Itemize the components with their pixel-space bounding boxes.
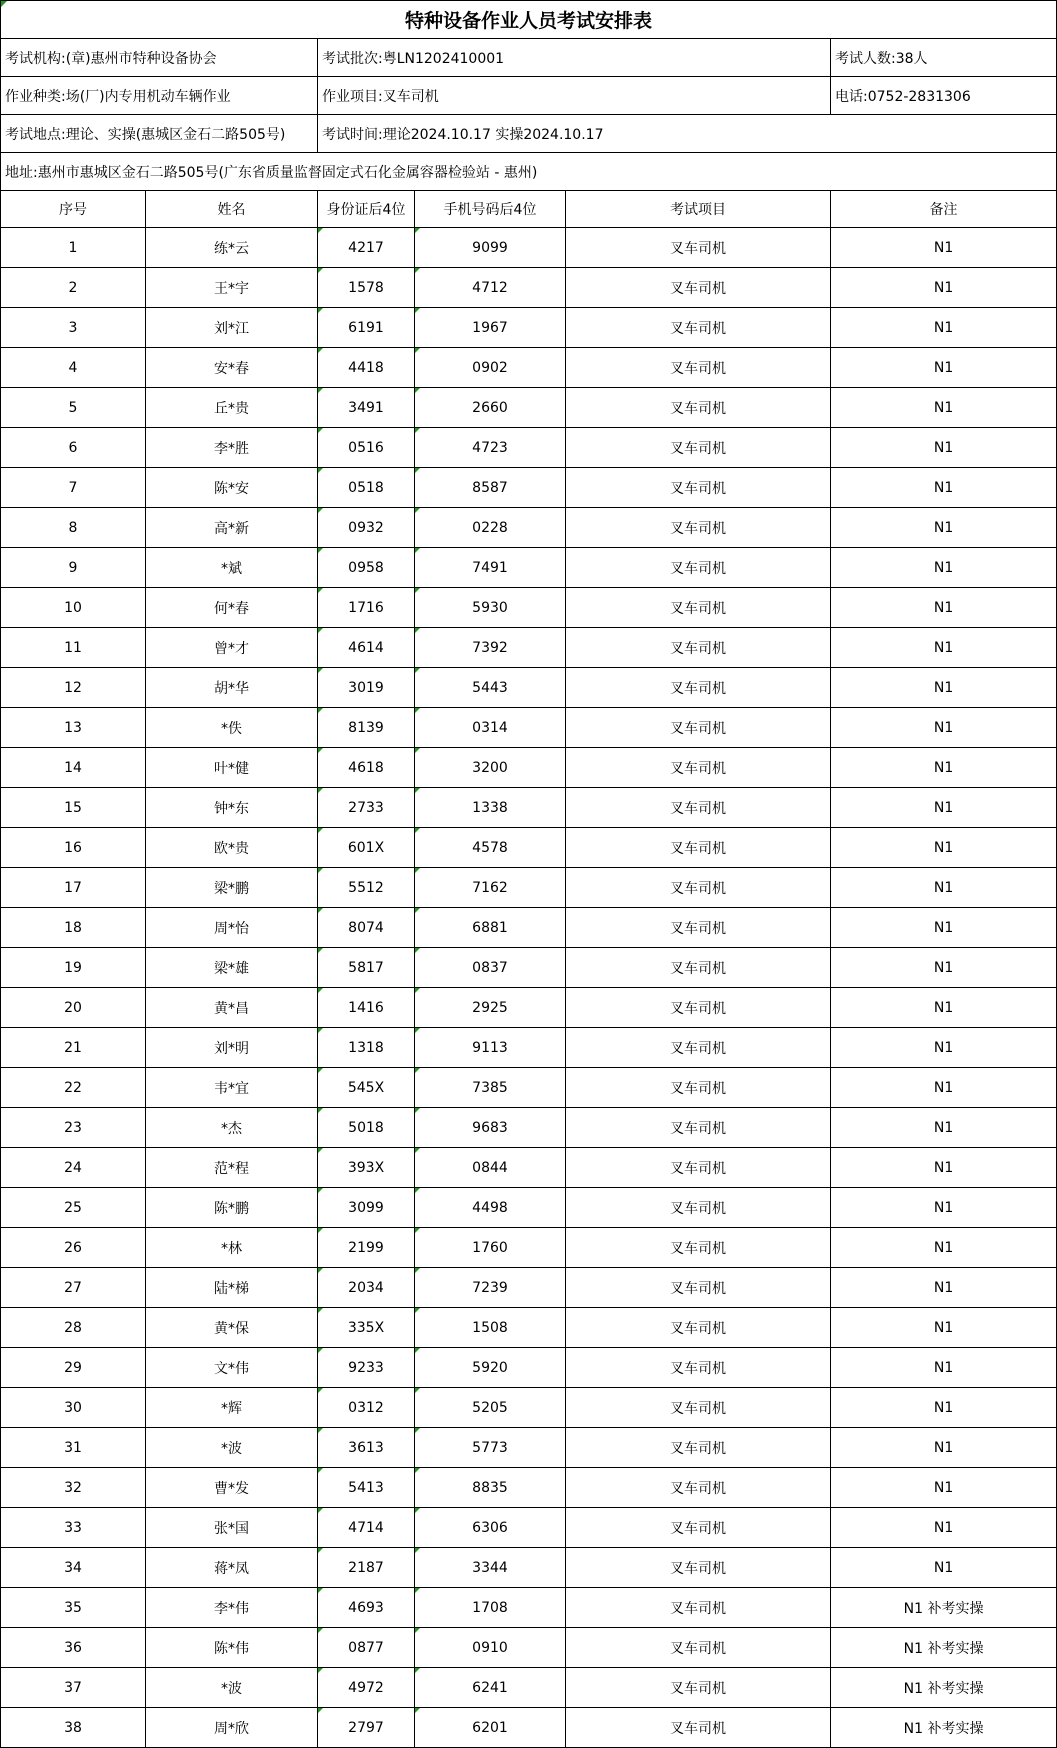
cell-seq[interactable]: 32	[1, 1468, 146, 1508]
cell-seq[interactable]: 1	[1, 228, 146, 268]
cell-id-last4[interactable]: 4972	[318, 1668, 415, 1708]
table-row	[1, 1548, 1057, 1588]
cell-exam-item[interactable]: 叉车司机	[566, 1708, 831, 1748]
cell-exam-item[interactable]: 叉车司机	[566, 1268, 831, 1308]
cell-exam-item[interactable]: 叉车司机	[566, 988, 831, 1028]
cell-phone-last4[interactable]: 8587	[415, 468, 566, 508]
cell-id-last4[interactable]: 3099	[318, 1188, 415, 1228]
table-row	[1, 1188, 1057, 1228]
exam-batch-cell[interactable]: 考试批次:粤LN1202410001	[318, 39, 831, 77]
cell-remark[interactable]: N1	[831, 428, 1057, 468]
table-row	[1, 1348, 1057, 1388]
cell-exam-item[interactable]: 叉车司机	[566, 1348, 831, 1388]
cell-exam-item[interactable]: 叉车司机	[566, 1108, 831, 1148]
table-header-row	[1, 191, 1057, 228]
cell-exam-item[interactable]: 叉车司机	[566, 1668, 831, 1708]
cell-phone-last4[interactable]: 4498	[415, 1188, 566, 1228]
cell-id-last4[interactable]: 335X	[318, 1308, 415, 1348]
cell-remark[interactable]: N1	[831, 1508, 1057, 1548]
table-row	[1, 1108, 1057, 1148]
cell-name[interactable]: 陆*梯	[146, 1268, 318, 1308]
cell-name[interactable]: 高*新	[146, 508, 318, 548]
cell-remark[interactable]: N1	[831, 268, 1057, 308]
cell-seq[interactable]: 14	[1, 748, 146, 788]
cell-name[interactable]: 胡*华	[146, 668, 318, 708]
cell-phone-last4[interactable]: 9099	[415, 228, 566, 268]
table-row	[1, 1508, 1057, 1548]
cell-remark[interactable]: N1	[831, 628, 1057, 668]
cell-exam-item[interactable]: 叉车司机	[566, 828, 831, 868]
header-name[interactable]: 姓名	[146, 191, 318, 228]
cell-name[interactable]: *杰	[146, 1108, 318, 1148]
cell-remark[interactable]: N1	[831, 348, 1057, 388]
cell-remark[interactable]: N1	[831, 788, 1057, 828]
cell-seq[interactable]: 36	[1, 1628, 146, 1668]
cell-seq[interactable]: 13	[1, 708, 146, 748]
work-project-cell[interactable]: 作业项目:叉车司机	[318, 77, 831, 115]
cell-id-last4[interactable]: 0932	[318, 508, 415, 548]
table-row	[1, 948, 1057, 988]
cell-name[interactable]: 何*春	[146, 588, 318, 628]
cell-phone-last4[interactable]: 8835	[415, 1468, 566, 1508]
cell-id-last4[interactable]: 6191	[318, 308, 415, 348]
table-row	[1, 1628, 1057, 1668]
cell-exam-item[interactable]: 叉车司机	[566, 1588, 831, 1628]
cell-name[interactable]: 练*云	[146, 228, 318, 268]
cell-id-last4[interactable]: 545X	[318, 1068, 415, 1108]
cell-seq[interactable]: 22	[1, 1068, 146, 1108]
cell-name[interactable]: 文*伟	[146, 1348, 318, 1388]
table-row	[1, 1708, 1057, 1748]
cell-id-last4[interactable]: 1578	[318, 268, 415, 308]
cell-name[interactable]: *波	[146, 1668, 318, 1708]
cell-id-last4[interactable]: 0312	[318, 1388, 415, 1428]
cell-name[interactable]: 张*国	[146, 1508, 318, 1548]
cell-name[interactable]: 蒋*凤	[146, 1548, 318, 1588]
cell-seq[interactable]: 33	[1, 1508, 146, 1548]
cell-id-last4[interactable]: 3613	[318, 1428, 415, 1468]
cell-seq[interactable]: 30	[1, 1388, 146, 1428]
cell-phone-last4[interactable]: 5773	[415, 1428, 566, 1468]
cell-exam-item[interactable]: 叉车司机	[566, 1188, 831, 1228]
table-row	[1, 1468, 1057, 1508]
cell-seq[interactable]: 18	[1, 908, 146, 948]
phone-cell[interactable]: 电话:0752-2831306	[831, 77, 1057, 115]
cell-name[interactable]: *斌	[146, 548, 318, 588]
cell-seq[interactable]: 37	[1, 1668, 146, 1708]
cell-phone-last4[interactable]: 6881	[415, 908, 566, 948]
cell-remark[interactable]: N1 补考实操	[831, 1628, 1057, 1668]
exam-time-cell[interactable]: 考试时间:理论2024.10.17 实操2024.10.17	[318, 115, 1057, 153]
cell-remark[interactable]: N1	[831, 388, 1057, 428]
table-row	[1, 708, 1057, 748]
table-row	[1, 1668, 1057, 1708]
cell-phone-last4[interactable]: 5920	[415, 1348, 566, 1388]
cell-seq[interactable]: 11	[1, 628, 146, 668]
table-row	[1, 868, 1057, 908]
cell-id-last4[interactable]: 1318	[318, 1028, 415, 1068]
cell-phone-last4[interactable]: 0228	[415, 508, 566, 548]
cell-exam-item[interactable]: 叉车司机	[566, 468, 831, 508]
cell-phone-last4[interactable]: 4712	[415, 268, 566, 308]
cell-phone-last4[interactable]: 6201	[415, 1708, 566, 1748]
cell-phone-last4[interactable]: 0837	[415, 948, 566, 988]
cell-id-last4[interactable]: 5018	[318, 1108, 415, 1148]
cell-phone-last4[interactable]: 1760	[415, 1228, 566, 1268]
cell-remark[interactable]: N1	[831, 1028, 1057, 1068]
cell-remark[interactable]: N1	[831, 1068, 1057, 1108]
table-row	[1, 548, 1057, 588]
cell-name[interactable]: 周*欣	[146, 1708, 318, 1748]
cell-phone-last4[interactable]: 5443	[415, 668, 566, 708]
cell-name[interactable]: 韦*宜	[146, 1068, 318, 1108]
cell-exam-item[interactable]: 叉车司机	[566, 388, 831, 428]
cell-exam-item[interactable]: 叉车司机	[566, 1628, 831, 1668]
cell-phone-last4[interactable]: 0902	[415, 348, 566, 388]
work-category-cell[interactable]: 作业种类:场(厂)内专用机动车辆作业	[1, 77, 318, 115]
cell-seq[interactable]: 21	[1, 1028, 146, 1068]
cell-exam-item[interactable]: 叉车司机	[566, 548, 831, 588]
cell-phone-last4[interactable]: 9113	[415, 1028, 566, 1068]
cell-id-last4[interactable]: 8139	[318, 708, 415, 748]
table-row	[1, 308, 1057, 348]
cell-phone-last4[interactable]: 1708	[415, 1588, 566, 1628]
cell-name[interactable]: *波	[146, 1428, 318, 1468]
table-row	[1, 788, 1057, 828]
header-phone-last4[interactable]: 手机号码后4位	[415, 191, 566, 228]
cell-seq[interactable]: 27	[1, 1268, 146, 1308]
table-row	[1, 1388, 1057, 1428]
cell-exam-item[interactable]: 叉车司机	[566, 268, 831, 308]
cell-name[interactable]: 曾*才	[146, 628, 318, 668]
table-row	[1, 628, 1057, 668]
cell-name[interactable]: 安*春	[146, 348, 318, 388]
cell-exam-item[interactable]: 叉车司机	[566, 868, 831, 908]
cell-name[interactable]: *辉	[146, 1388, 318, 1428]
cell-name[interactable]: 梁*鹏	[146, 868, 318, 908]
cell-name[interactable]: 黄*保	[146, 1308, 318, 1348]
cell-seq[interactable]: 16	[1, 828, 146, 868]
cell-seq[interactable]: 17	[1, 868, 146, 908]
table-row	[1, 828, 1057, 868]
table-row	[1, 1028, 1057, 1068]
cell-exam-item[interactable]: 叉车司机	[566, 1028, 831, 1068]
cell-exam-item[interactable]: 叉车司机	[566, 1228, 831, 1268]
cell-phone-last4[interactable]: 7392	[415, 628, 566, 668]
cell-remark[interactable]: N1 补考实操	[831, 1668, 1057, 1708]
cell-id-last4[interactable]: 4614	[318, 628, 415, 668]
cell-seq[interactable]: 26	[1, 1228, 146, 1268]
cell-phone-last4[interactable]: 0314	[415, 708, 566, 748]
cell-remark[interactable]: N1	[831, 708, 1057, 748]
cell-remark[interactable]: N1 补考实操	[831, 1708, 1057, 1748]
cell-phone-last4[interactable]: 7239	[415, 1268, 566, 1308]
cell-remark[interactable]: N1	[831, 1548, 1057, 1588]
cell-seq[interactable]: 7	[1, 468, 146, 508]
table-row	[1, 1228, 1057, 1268]
cell-seq[interactable]: 10	[1, 588, 146, 628]
cell-id-last4[interactable]: 3491	[318, 388, 415, 428]
cell-phone-last4[interactable]: 7385	[415, 1068, 566, 1108]
cell-exam-item[interactable]: 叉车司机	[566, 1148, 831, 1188]
cell-remark[interactable]: N1	[831, 1268, 1057, 1308]
cell-remark[interactable]: N1	[831, 1428, 1057, 1468]
cell-name[interactable]: 范*程	[146, 1148, 318, 1188]
cell-name[interactable]: *林	[146, 1228, 318, 1268]
cell-id-last4[interactable]: 4217	[318, 228, 415, 268]
cell-seq[interactable]: 5	[1, 388, 146, 428]
address-cell[interactable]: 地址:惠州市惠城区金石二路505号(广东省质量监督固定式石化金属容器检验站 - 惠州)	[1, 153, 1057, 191]
cell-id-last4[interactable]: 0958	[318, 548, 415, 588]
cell-name[interactable]: 王*宇	[146, 268, 318, 308]
cell-name[interactable]: 李*伟	[146, 1588, 318, 1628]
cell-remark[interactable]: N1	[831, 908, 1057, 948]
cell-seq[interactable]: 4	[1, 348, 146, 388]
cell-id-last4[interactable]: 2733	[318, 788, 415, 828]
cell-id-last4[interactable]: 4418	[318, 348, 415, 388]
cell-exam-item[interactable]: 叉车司机	[566, 788, 831, 828]
cell-seq[interactable]: 2	[1, 268, 146, 308]
cell-remark[interactable]: N1	[831, 868, 1057, 908]
cell-exam-item[interactable]: 叉车司机	[566, 228, 831, 268]
cell-phone-last4[interactable]: 5205	[415, 1388, 566, 1428]
cell-seq[interactable]: 9	[1, 548, 146, 588]
cell-id-last4[interactable]: 5817	[318, 948, 415, 988]
cell-seq[interactable]: 29	[1, 1348, 146, 1388]
cell-remark[interactable]: N1	[831, 1108, 1057, 1148]
cell-remark[interactable]: N1	[831, 1388, 1057, 1428]
cell-exam-item[interactable]: 叉车司机	[566, 348, 831, 388]
cell-seq[interactable]: 3	[1, 308, 146, 348]
cell-exam-item[interactable]: 叉车司机	[566, 708, 831, 748]
table-row	[1, 228, 1057, 268]
cell-name[interactable]: *佚	[146, 708, 318, 748]
cell-id-last4[interactable]: 2199	[318, 1228, 415, 1268]
header-exam-item[interactable]: 考试项目	[566, 191, 831, 228]
cell-id-last4[interactable]: 2187	[318, 1548, 415, 1588]
cell-remark[interactable]: N1	[831, 468, 1057, 508]
cell-phone-last4[interactable]: 6241	[415, 1668, 566, 1708]
cell-phone-last4[interactable]: 7162	[415, 868, 566, 908]
cell-phone-last4[interactable]: 7491	[415, 548, 566, 588]
cell-phone-last4[interactable]: 1338	[415, 788, 566, 828]
table-row	[1, 268, 1057, 308]
cell-name[interactable]: 李*胜	[146, 428, 318, 468]
table-row	[1, 388, 1057, 428]
cell-phone-last4[interactable]: 1508	[415, 1308, 566, 1348]
cell-phone-last4[interactable]: 9683	[415, 1108, 566, 1148]
green-corner-marker	[1, 1, 7, 7]
cell-exam-item[interactable]: 叉车司机	[566, 508, 831, 548]
cell-remark[interactable]: N1	[831, 988, 1057, 1028]
cell-id-last4[interactable]: 5512	[318, 868, 415, 908]
cell-name[interactable]: 钟*东	[146, 788, 318, 828]
cell-name[interactable]: 曹*发	[146, 1468, 318, 1508]
cell-phone-last4[interactable]: 5930	[415, 588, 566, 628]
cell-remark[interactable]: N1	[831, 1228, 1057, 1268]
table-row	[1, 348, 1057, 388]
table-row	[1, 988, 1057, 1028]
cell-exam-item[interactable]: 叉车司机	[566, 908, 831, 948]
cell-phone-last4[interactable]: 1967	[415, 308, 566, 348]
cell-id-last4[interactable]: 8074	[318, 908, 415, 948]
cell-name[interactable]: 丘*贵	[146, 388, 318, 428]
cell-seq[interactable]: 28	[1, 1308, 146, 1348]
cell-name[interactable]: 黄*昌	[146, 988, 318, 1028]
cell-remark[interactable]: N1	[831, 1188, 1057, 1228]
cell-id-last4[interactable]: 1716	[318, 588, 415, 628]
cell-exam-item[interactable]: 叉车司机	[566, 1068, 831, 1108]
cell-remark[interactable]: N1	[831, 548, 1057, 588]
cell-phone-last4[interactable]: 3344	[415, 1548, 566, 1588]
cell-id-last4[interactable]: 9233	[318, 1348, 415, 1388]
cell-phone-last4[interactable]: 3200	[415, 748, 566, 788]
cell-seq[interactable]: 19	[1, 948, 146, 988]
cell-seq[interactable]: 6	[1, 428, 146, 468]
cell-phone-last4[interactable]: 6306	[415, 1508, 566, 1548]
exam-org-cell[interactable]: 考试机构:(章)惠州市特种设备协会	[1, 39, 318, 77]
exam-count-cell[interactable]: 考试人数:38人	[831, 39, 1057, 77]
cell-name[interactable]: 周*怡	[146, 908, 318, 948]
cell-id-last4[interactable]: 0516	[318, 428, 415, 468]
cell-seq[interactable]: 35	[1, 1588, 146, 1628]
cell-remark[interactable]: N1	[831, 588, 1057, 628]
cell-id-last4[interactable]: 4693	[318, 1588, 415, 1628]
cell-exam-item[interactable]: 叉车司机	[566, 1468, 831, 1508]
page-title	[1, 1, 1057, 39]
table-row	[1, 908, 1057, 948]
cell-phone-last4[interactable]: 2925	[415, 988, 566, 1028]
table-row	[1, 668, 1057, 708]
cell-id-last4[interactable]: 601X	[318, 828, 415, 868]
cell-id-last4[interactable]: 0877	[318, 1628, 415, 1668]
cell-name[interactable]: 刘*江	[146, 308, 318, 348]
header-id-last4[interactable]: 身份证后4位	[318, 191, 415, 228]
cell-id-last4[interactable]: 4618	[318, 748, 415, 788]
table-row	[1, 428, 1057, 468]
cell-remark[interactable]: N1	[831, 508, 1057, 548]
table-row	[1, 1268, 1057, 1308]
cell-seq[interactable]: 20	[1, 988, 146, 1028]
cell-phone-last4[interactable]: 2660	[415, 388, 566, 428]
cell-name[interactable]: 欧*贵	[146, 828, 318, 868]
cell-phone-last4[interactable]: 4578	[415, 828, 566, 868]
cell-name[interactable]: 刘*明	[146, 1028, 318, 1068]
cell-seq[interactable]: 12	[1, 668, 146, 708]
cell-id-last4[interactable]: 393X	[318, 1148, 415, 1188]
cell-exam-item[interactable]: 叉车司机	[566, 308, 831, 348]
header-remark[interactable]: 备注	[831, 191, 1057, 228]
cell-exam-item[interactable]: 叉车司机	[566, 1508, 831, 1548]
exam-location-cell[interactable]: 考试地点:理论、实操(惠城区金石二路505号)	[1, 115, 318, 153]
cell-remark[interactable]: N1	[831, 1468, 1057, 1508]
cell-id-last4[interactable]: 2034	[318, 1268, 415, 1308]
cell-seq[interactable]: 8	[1, 508, 146, 548]
cell-exam-item[interactable]: 叉车司机	[566, 668, 831, 708]
cell-id-last4[interactable]: 5413	[318, 1468, 415, 1508]
cell-remark[interactable]: N1	[831, 228, 1057, 268]
cell-remark[interactable]: N1	[831, 828, 1057, 868]
title-text: 特种设备作业人员考试安排表	[405, 10, 653, 32]
table-row	[1, 1588, 1057, 1628]
cell-id-last4[interactable]: 3019	[318, 668, 415, 708]
cell-phone-last4[interactable]: 0910	[415, 1628, 566, 1668]
cell-seq[interactable]: 24	[1, 1148, 146, 1188]
table-row	[1, 1148, 1057, 1188]
cell-remark[interactable]: N1	[831, 1148, 1057, 1188]
table-row	[1, 468, 1057, 508]
cell-remark[interactable]: N1 补考实操	[831, 1588, 1057, 1628]
table-row	[1, 588, 1057, 628]
cell-remark[interactable]: N1	[831, 948, 1057, 988]
table-row	[1, 1428, 1057, 1468]
table-row	[1, 1068, 1057, 1108]
cell-exam-item[interactable]: 叉车司机	[566, 1428, 831, 1468]
cell-id-last4[interactable]: 1416	[318, 988, 415, 1028]
cell-exam-item[interactable]: 叉车司机	[566, 1308, 831, 1348]
table-row	[1, 1308, 1057, 1348]
header-seq[interactable]: 序号	[1, 191, 146, 228]
cell-exam-item[interactable]: 叉车司机	[566, 748, 831, 788]
table-row	[1, 748, 1057, 788]
cell-exam-item[interactable]: 叉车司机	[566, 628, 831, 668]
cell-remark[interactable]: N1	[831, 668, 1057, 708]
cell-remark[interactable]: N1	[831, 748, 1057, 788]
cell-exam-item[interactable]: 叉车司机	[566, 588, 831, 628]
cell-seq[interactable]: 31	[1, 1428, 146, 1468]
cell-remark[interactable]: N1	[831, 1348, 1057, 1388]
cell-seq[interactable]: 34	[1, 1548, 146, 1588]
cell-seq[interactable]: 15	[1, 788, 146, 828]
cell-seq[interactable]: 23	[1, 1108, 146, 1148]
cell-seq[interactable]: 25	[1, 1188, 146, 1228]
cell-remark[interactable]: N1	[831, 308, 1057, 348]
cell-name[interactable]: 陈*鹏	[146, 1188, 318, 1228]
cell-name[interactable]: 梁*雄	[146, 948, 318, 988]
cell-name[interactable]: 叶*健	[146, 748, 318, 788]
cell-exam-item[interactable]: 叉车司机	[566, 1548, 831, 1588]
cell-exam-item[interactable]: 叉车司机	[566, 948, 831, 988]
cell-phone-last4[interactable]: 0844	[415, 1148, 566, 1188]
cell-name[interactable]: 陈*伟	[146, 1628, 318, 1668]
cell-remark[interactable]: N1	[831, 1308, 1057, 1348]
cell-exam-item[interactable]: 叉车司机	[566, 1388, 831, 1428]
cell-seq[interactable]: 38	[1, 1708, 146, 1748]
cell-exam-item[interactable]: 叉车司机	[566, 428, 831, 468]
table-row	[1, 508, 1057, 548]
cell-id-last4[interactable]: 2797	[318, 1708, 415, 1748]
cell-name[interactable]: 陈*安	[146, 468, 318, 508]
cell-id-last4[interactable]: 4714	[318, 1508, 415, 1548]
cell-phone-last4[interactable]: 4723	[415, 428, 566, 468]
cell-id-last4[interactable]: 0518	[318, 468, 415, 508]
